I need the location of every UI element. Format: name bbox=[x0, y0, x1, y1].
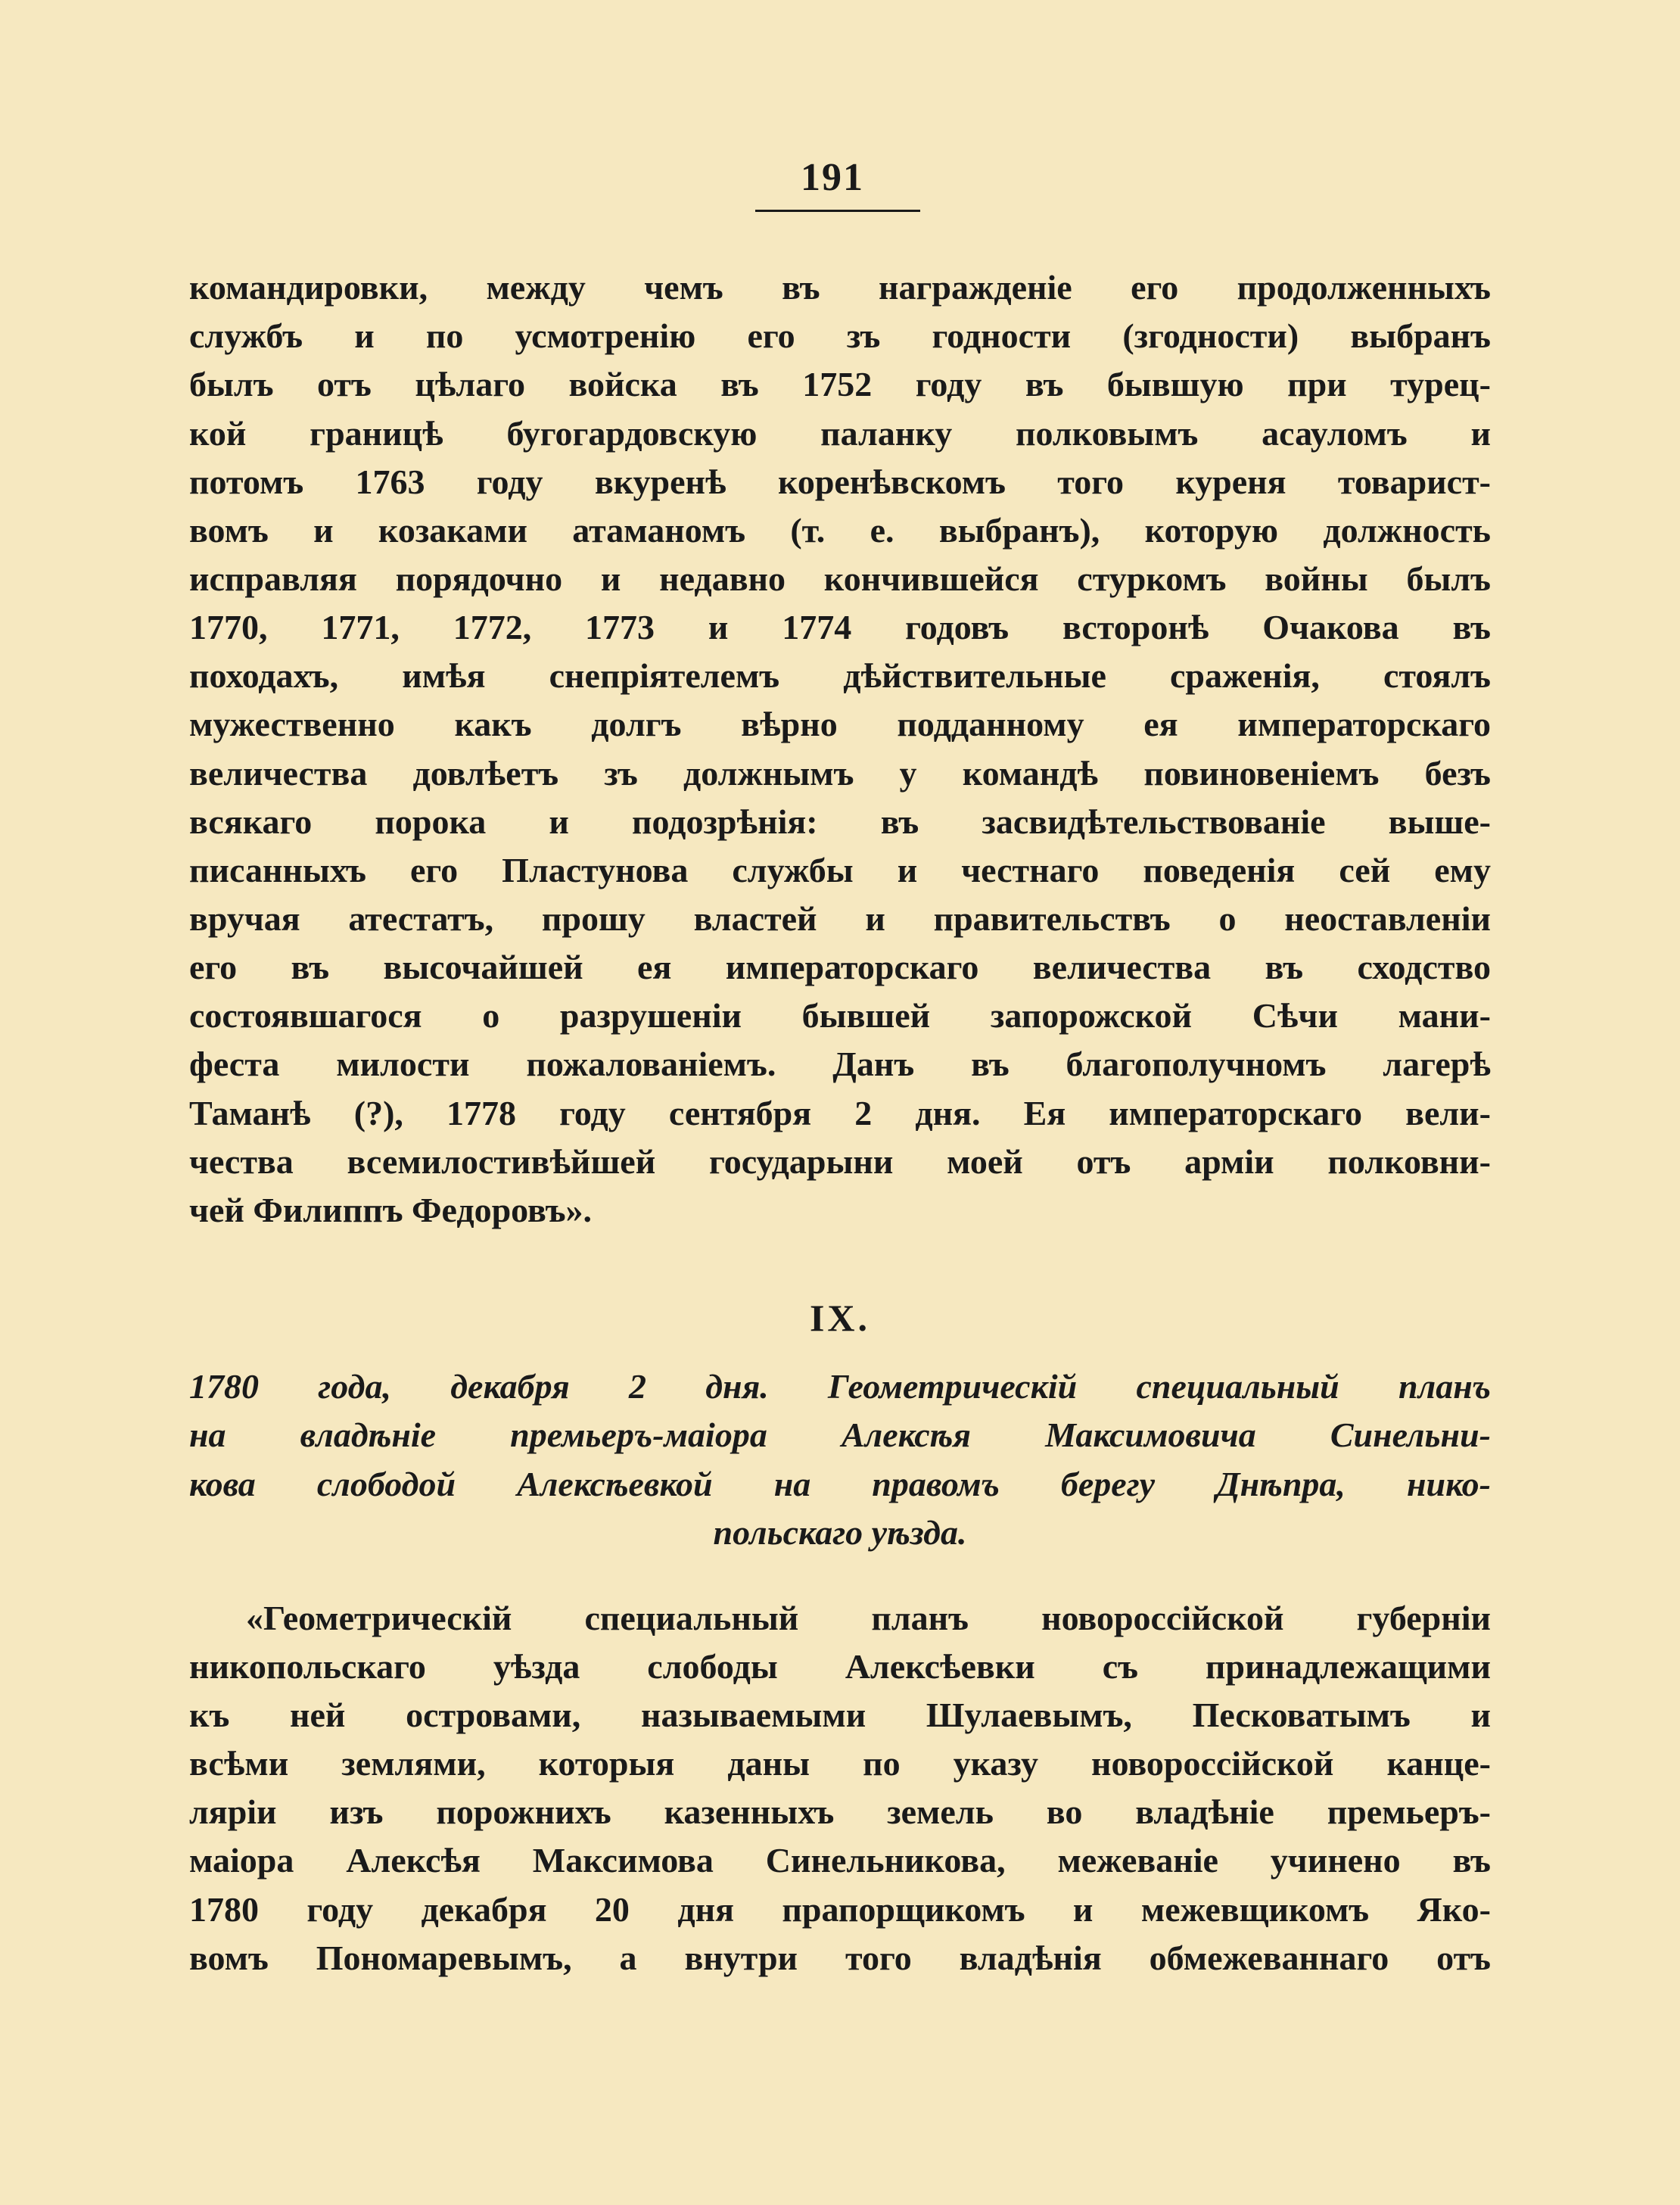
text-line: всѣми землями, которыя даны по указу новороссійской канце- bbox=[189, 1744, 1491, 1783]
text-line: къ ней островами, называемыми Шулаевымъ, Песковатымъ и bbox=[189, 1696, 1491, 1734]
text-line: кой границѣ бугогардовскую паланку полковымъ асауломъ и bbox=[189, 414, 1491, 453]
text-line: чества всемилостивѣйшей государыни моей отъ арміи полковни- bbox=[189, 1142, 1491, 1181]
text-line: всякаго порока и подозрѣнія: въ засвидѣтельствованіе выше- bbox=[189, 802, 1491, 841]
page-number: 191 bbox=[801, 156, 864, 199]
text-line: вомъ и козаками атаманомъ (т. е. выбранъ), которую должность bbox=[189, 511, 1491, 550]
heading-line: на владѣніе премьеръ-маіора Алексѣя Максимовича Синельни- bbox=[189, 1415, 1491, 1454]
heading-line: польскаго уѣзда. bbox=[713, 1513, 967, 1552]
heading-line: 1780 года, декабря 2 дня. Геометрическій специальный планъ bbox=[189, 1367, 1491, 1406]
text-line: походахъ, имѣя снепріятелемъ дѣйствительные сраженія, стоялъ bbox=[189, 656, 1491, 695]
text-line: феста милости пожалованіемъ. Данъ въ благополучномъ лагерѣ bbox=[189, 1045, 1491, 1083]
text-line: Таманѣ (?), 1778 году сентября 2 дня. Ея императорскаго вели- bbox=[189, 1094, 1491, 1132]
text-line: чей Филиппъ Федоровъ». bbox=[189, 1191, 593, 1229]
text-line: «Геометрическій специальный планъ новороссійской губерніи bbox=[246, 1599, 1491, 1637]
text-line: состоявшагося о разрушеніи бывшей запорожской Сѣчи мани- bbox=[189, 996, 1491, 1035]
text-line: былъ отъ цѣлаго войска въ 1752 году въ бывшую при турец- bbox=[189, 365, 1491, 403]
text-line: вручая атестатъ, прошу властей и правительствъ о неоставленіи bbox=[189, 899, 1491, 938]
text-line: ляріи изъ порожнихъ казенныхъ земель во владѣніе премьеръ- bbox=[189, 1792, 1491, 1831]
page-number-rule bbox=[755, 210, 920, 212]
text-line: службъ и по усмотренію его зъ годности (згодности) выбранъ bbox=[189, 316, 1491, 355]
heading-line: кова слободой Алексѣевкой на правомъ берегу Днѣпра, нико- bbox=[189, 1465, 1491, 1503]
text-line: 1780 году декабря 20 дня прапорщикомъ и межевщикомъ Яко- bbox=[189, 1890, 1491, 1929]
text-line: мужественно какъ долгъ вѣрно подданному ея императорскаго bbox=[189, 705, 1491, 743]
text-line: величества довлѣетъ зъ должнымъ у командѣ повиновеніемъ безъ bbox=[189, 754, 1491, 793]
section-number: IX. bbox=[809, 1297, 871, 1339]
text-line: писанныхъ его Пластунова службы и честнаго поведенія сей ему bbox=[189, 851, 1491, 889]
text-line: командировки, между чемъ въ награжденіе его продолженныхъ bbox=[189, 268, 1491, 307]
text-line: 1770, 1771, 1772, 1773 и 1774 годовъ всторонѣ Очакова въ bbox=[189, 608, 1491, 646]
text-line: маіора Алексѣя Максимова Синельникова, межеваніе учинено въ bbox=[189, 1841, 1491, 1880]
text-line: исправляя порядочно и недавно кончившейся стуркомъ войны былъ bbox=[189, 559, 1491, 598]
text-line: потомъ 1763 году вкуренѣ коренѣвскомъ того куреня товарист- bbox=[189, 462, 1491, 501]
text-line: никопольскаго уѣзда слободы Алексѣевки съ принадлежащими bbox=[189, 1647, 1491, 1686]
text-line: вомъ Пономаревымъ, а внутри того владѣнія обмежеваннаго отъ bbox=[189, 1939, 1491, 1977]
text-line: его въ высочайшей ея императорскаго величества въ сходство bbox=[189, 948, 1491, 986]
